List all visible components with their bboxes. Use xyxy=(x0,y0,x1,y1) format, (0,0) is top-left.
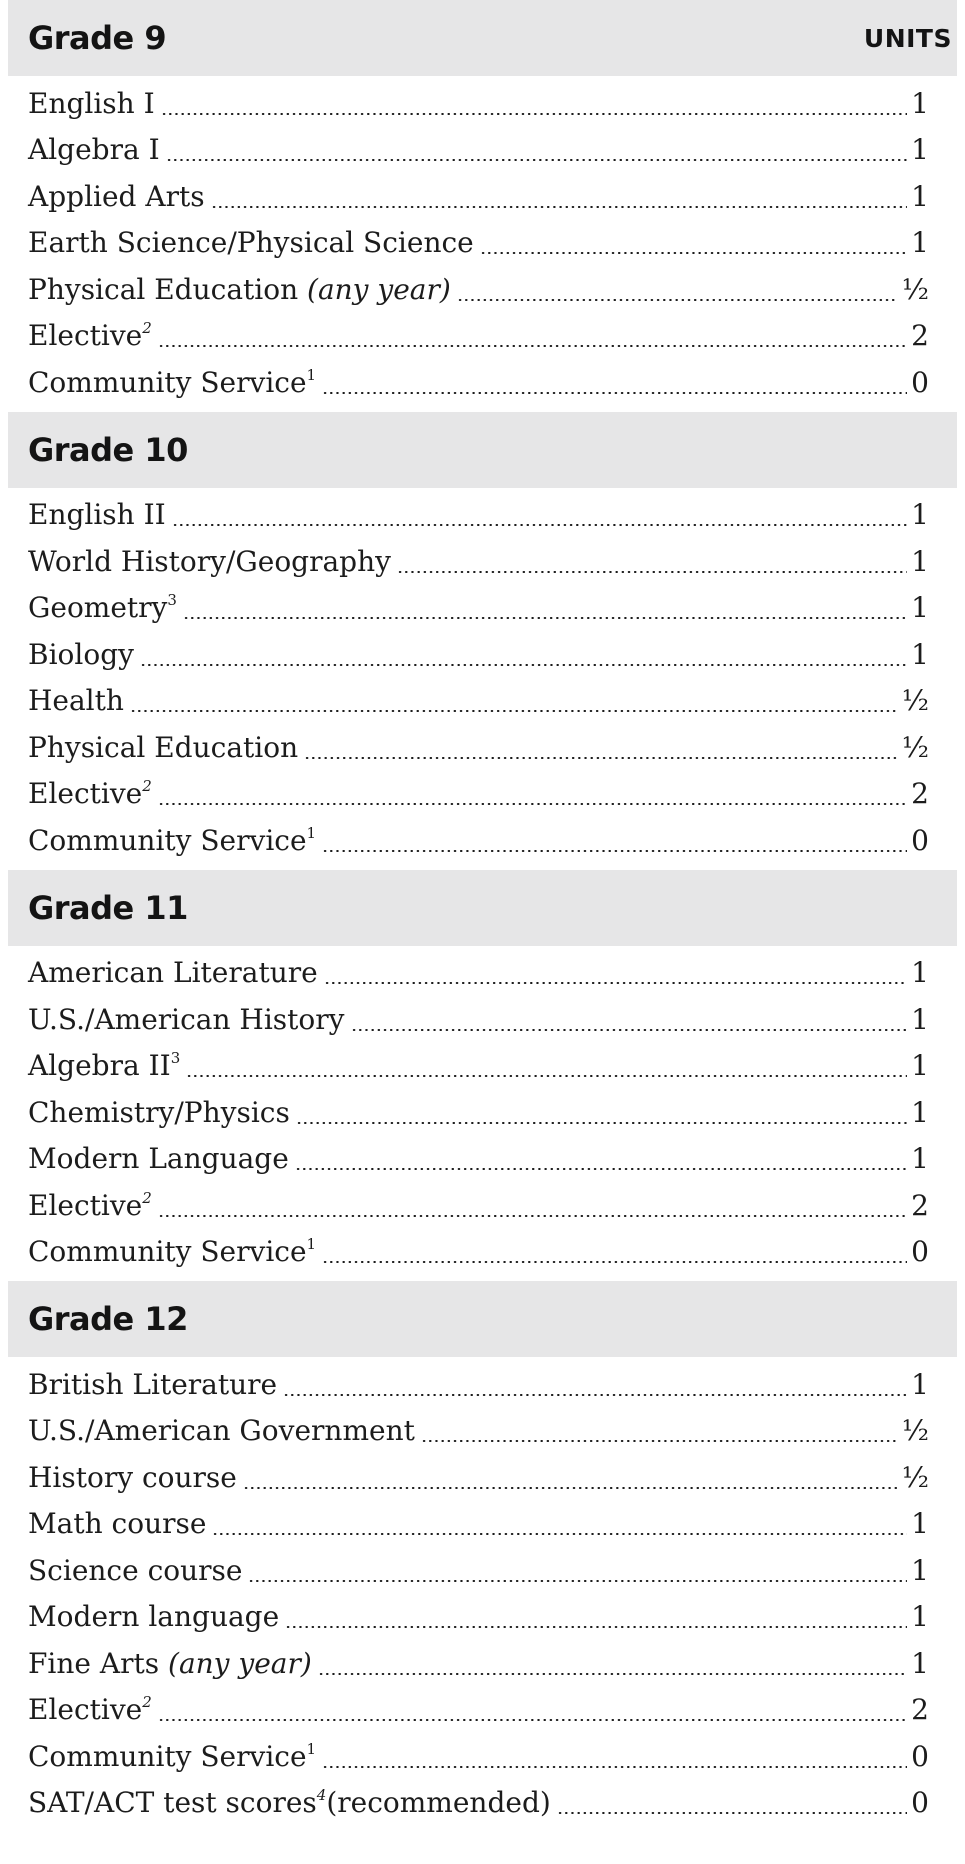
course-row xyxy=(8,1454,957,1501)
footnote-marker: 3 xyxy=(167,591,177,610)
course-units: 1 xyxy=(911,1507,929,1541)
dot-leader xyxy=(283,1394,907,1396)
course-name xyxy=(28,273,451,306)
grade-section xyxy=(8,0,957,412)
course-name xyxy=(28,1049,180,1082)
dot-leader xyxy=(322,850,907,852)
course-row xyxy=(8,1547,957,1594)
dot-leader xyxy=(158,345,907,347)
course-units: 0 xyxy=(911,1739,929,1773)
dot-leader xyxy=(324,982,907,984)
course-units: 1 xyxy=(911,226,929,260)
course-name xyxy=(28,1235,316,1268)
dot-leader xyxy=(557,1812,907,1814)
course-row xyxy=(8,1501,957,1548)
course-name xyxy=(28,180,205,213)
grade-title: Grade 12 xyxy=(28,1300,188,1338)
course-title: Physical Education xyxy=(28,730,299,764)
course-units: ½ xyxy=(901,272,929,306)
course-title: Geometry xyxy=(28,591,168,625)
course-title: Elective xyxy=(28,777,143,811)
course-name xyxy=(28,1507,206,1540)
course-row xyxy=(8,173,957,220)
course-title: Algebra II xyxy=(28,1049,171,1083)
course-units: 0 xyxy=(911,1786,929,1820)
grade-title: Grade 9 xyxy=(28,19,167,57)
course-title: Earth Science/Physical Science xyxy=(28,226,474,260)
course-title: U.S./American History xyxy=(28,1002,345,1036)
course-title: Science course xyxy=(28,1553,243,1587)
course-row xyxy=(8,950,957,997)
course-title: Modern language xyxy=(28,1600,280,1634)
dot-leader xyxy=(183,617,907,619)
course-title: Health xyxy=(28,684,124,718)
course-name xyxy=(28,777,152,810)
course-name xyxy=(28,1142,289,1175)
course-units: 1 xyxy=(911,179,929,213)
course-name xyxy=(28,133,160,166)
dot-leader xyxy=(211,206,908,208)
course-units: 1 xyxy=(911,544,929,578)
course-name xyxy=(28,1096,290,1129)
course-list xyxy=(8,76,957,412)
course-name xyxy=(28,1368,277,1401)
course-title: Community Service xyxy=(28,1739,307,1773)
dot-leader xyxy=(172,524,907,526)
course-title: Elective xyxy=(28,1693,143,1727)
course-row xyxy=(8,724,957,771)
dot-leader xyxy=(480,252,907,254)
grade-header xyxy=(8,1281,957,1357)
course-name xyxy=(28,1600,279,1633)
course-note: (any year) xyxy=(307,272,451,306)
dot-leader xyxy=(158,803,907,805)
course-units: 2 xyxy=(911,777,929,811)
course-title: Math course xyxy=(28,1507,207,1541)
dot-leader xyxy=(295,1168,907,1170)
course-units: 1 xyxy=(911,1049,929,1083)
course-row xyxy=(8,1594,957,1641)
course-row xyxy=(8,1043,957,1090)
dot-leader xyxy=(158,1215,907,1217)
dot-leader xyxy=(186,1075,907,1077)
course-name xyxy=(28,1740,316,1773)
course-units: 1 xyxy=(911,1367,929,1401)
dot-leader xyxy=(296,1122,907,1124)
dot-leader xyxy=(304,757,898,759)
course-title: British Literature xyxy=(28,1367,278,1401)
dot-leader xyxy=(166,159,908,161)
course-row xyxy=(8,817,957,864)
course-row xyxy=(8,1408,957,1455)
footnote-marker: 2 xyxy=(142,1188,152,1207)
course-title: Community Service xyxy=(28,823,307,857)
course-name xyxy=(28,1786,551,1819)
course-units: 1 xyxy=(911,86,929,120)
course-row xyxy=(8,1640,957,1687)
course-name xyxy=(28,226,474,259)
course-name xyxy=(28,1189,152,1222)
course-title: History course xyxy=(28,1460,237,1494)
dot-leader xyxy=(285,1626,907,1628)
grade-title: Grade 11 xyxy=(28,888,188,927)
footnote-marker: 1 xyxy=(306,365,317,384)
course-row xyxy=(8,492,957,539)
course-units: 1 xyxy=(911,1002,929,1036)
grade-title: Grade 10 xyxy=(28,430,188,469)
course-title: Modern Language xyxy=(28,1142,289,1176)
course-title: SAT/ACT test scores xyxy=(28,1786,317,1820)
footnote-marker: 4 xyxy=(316,1786,327,1805)
dot-leader xyxy=(248,1580,907,1582)
course-units: 1 xyxy=(911,956,929,990)
course-title: English I xyxy=(28,86,155,120)
course-name xyxy=(28,684,124,717)
footnote-marker: 1 xyxy=(306,1235,317,1254)
course-row xyxy=(8,538,957,585)
course-row xyxy=(8,771,957,818)
course-units: 1 xyxy=(911,591,929,625)
course-row xyxy=(8,1733,957,1780)
footnote-marker: 2 xyxy=(142,1693,152,1712)
course-row xyxy=(8,678,957,725)
course-name xyxy=(28,87,155,120)
units-column-label: UNITS xyxy=(863,23,952,53)
course-name xyxy=(28,319,152,352)
course-units: 1 xyxy=(911,1142,929,1176)
course-name xyxy=(28,366,316,399)
course-title: Physical Education xyxy=(28,272,308,306)
dot-leader xyxy=(243,1487,898,1489)
grade-header xyxy=(8,870,957,946)
course-row xyxy=(8,1229,957,1276)
course-name xyxy=(28,956,318,989)
course-note: (any year) xyxy=(168,1646,312,1680)
course-row xyxy=(8,585,957,632)
course-name xyxy=(28,731,298,764)
dot-leader xyxy=(351,1029,908,1031)
course-row xyxy=(8,996,957,1043)
course-units: 1 xyxy=(911,1600,929,1634)
course-row xyxy=(8,1780,957,1827)
dot-leader xyxy=(212,1533,907,1535)
dot-leader xyxy=(318,1673,907,1675)
course-title: American Literature xyxy=(28,956,318,990)
course-title: World History/Geography xyxy=(28,544,391,578)
dot-leader xyxy=(158,1719,907,1721)
grade-header xyxy=(8,412,957,488)
dot-leader xyxy=(421,1440,898,1442)
dot-leader xyxy=(322,392,907,394)
course-units: 1 xyxy=(911,1095,929,1129)
course-units: ½ xyxy=(901,684,929,718)
grade-section xyxy=(8,412,957,870)
footnote-marker: 2 xyxy=(142,319,152,338)
course-row xyxy=(8,80,957,127)
course-row xyxy=(8,220,957,267)
grade-section xyxy=(8,870,957,1282)
grade-header xyxy=(8,0,957,76)
course-list xyxy=(8,1357,957,1832)
course-units: ½ xyxy=(901,1414,929,1448)
course-units: 1 xyxy=(911,1553,929,1587)
course-name xyxy=(28,1461,237,1494)
course-units: 0 xyxy=(911,823,929,857)
dot-leader xyxy=(322,1261,907,1263)
course-title: Biology xyxy=(28,637,134,671)
course-name xyxy=(28,1647,312,1680)
course-units: 1 xyxy=(911,133,929,167)
course-units: 1 xyxy=(911,637,929,671)
dot-leader xyxy=(397,571,907,573)
course-name xyxy=(28,545,391,578)
course-title: Chemistry/Physics xyxy=(28,1095,290,1129)
course-title: Fine Arts xyxy=(28,1646,169,1680)
course-row xyxy=(8,127,957,174)
course-units: 0 xyxy=(911,365,929,399)
course-units: 1 xyxy=(911,498,929,532)
footnote-marker: 1 xyxy=(306,1739,317,1758)
course-name xyxy=(28,591,177,624)
course-title: Community Service xyxy=(28,365,307,399)
course-name xyxy=(28,1554,242,1587)
course-units: 2 xyxy=(911,319,929,353)
course-units: ½ xyxy=(901,730,929,764)
course-title: Community Service xyxy=(28,1235,307,1269)
course-units: 2 xyxy=(911,1693,929,1727)
course-units: 1 xyxy=(911,1646,929,1680)
course-units: 2 xyxy=(911,1188,929,1222)
course-row xyxy=(8,1089,957,1136)
course-title: Elective xyxy=(28,319,143,353)
dot-leader xyxy=(322,1766,907,1768)
course-title: Applied Arts xyxy=(28,179,205,213)
footnote-marker: 2 xyxy=(142,777,152,796)
course-title: U.S./American Government xyxy=(28,1414,415,1448)
footnote-marker: 1 xyxy=(306,823,317,842)
course-row xyxy=(8,1136,957,1183)
course-name xyxy=(28,824,316,857)
course-name xyxy=(28,638,134,671)
course-units: 0 xyxy=(911,1235,929,1269)
dot-leader xyxy=(130,710,898,712)
course-row xyxy=(8,1687,957,1734)
course-name xyxy=(28,498,166,531)
course-row xyxy=(8,631,957,678)
dot-leader xyxy=(457,299,898,301)
course-units: ½ xyxy=(901,1460,929,1494)
course-title: Algebra I xyxy=(28,133,160,167)
course-row xyxy=(8,266,957,313)
course-row xyxy=(8,313,957,360)
course-list xyxy=(8,488,957,870)
course-name xyxy=(28,1693,152,1726)
course-row xyxy=(8,1182,957,1229)
footnote-marker: 3 xyxy=(170,1049,181,1068)
course-title: Elective xyxy=(28,1188,143,1222)
course-title: English II xyxy=(28,498,166,532)
course-list xyxy=(8,946,957,1282)
grade-section xyxy=(8,1281,957,1832)
course-qualifier: (recommended) xyxy=(326,1786,551,1820)
course-requirements-table xyxy=(8,0,957,1832)
course-row xyxy=(8,359,957,406)
dot-leader xyxy=(140,664,907,666)
dot-leader xyxy=(161,113,908,115)
course-name xyxy=(28,1414,415,1447)
course-row xyxy=(8,1361,957,1408)
course-name xyxy=(28,1003,345,1036)
